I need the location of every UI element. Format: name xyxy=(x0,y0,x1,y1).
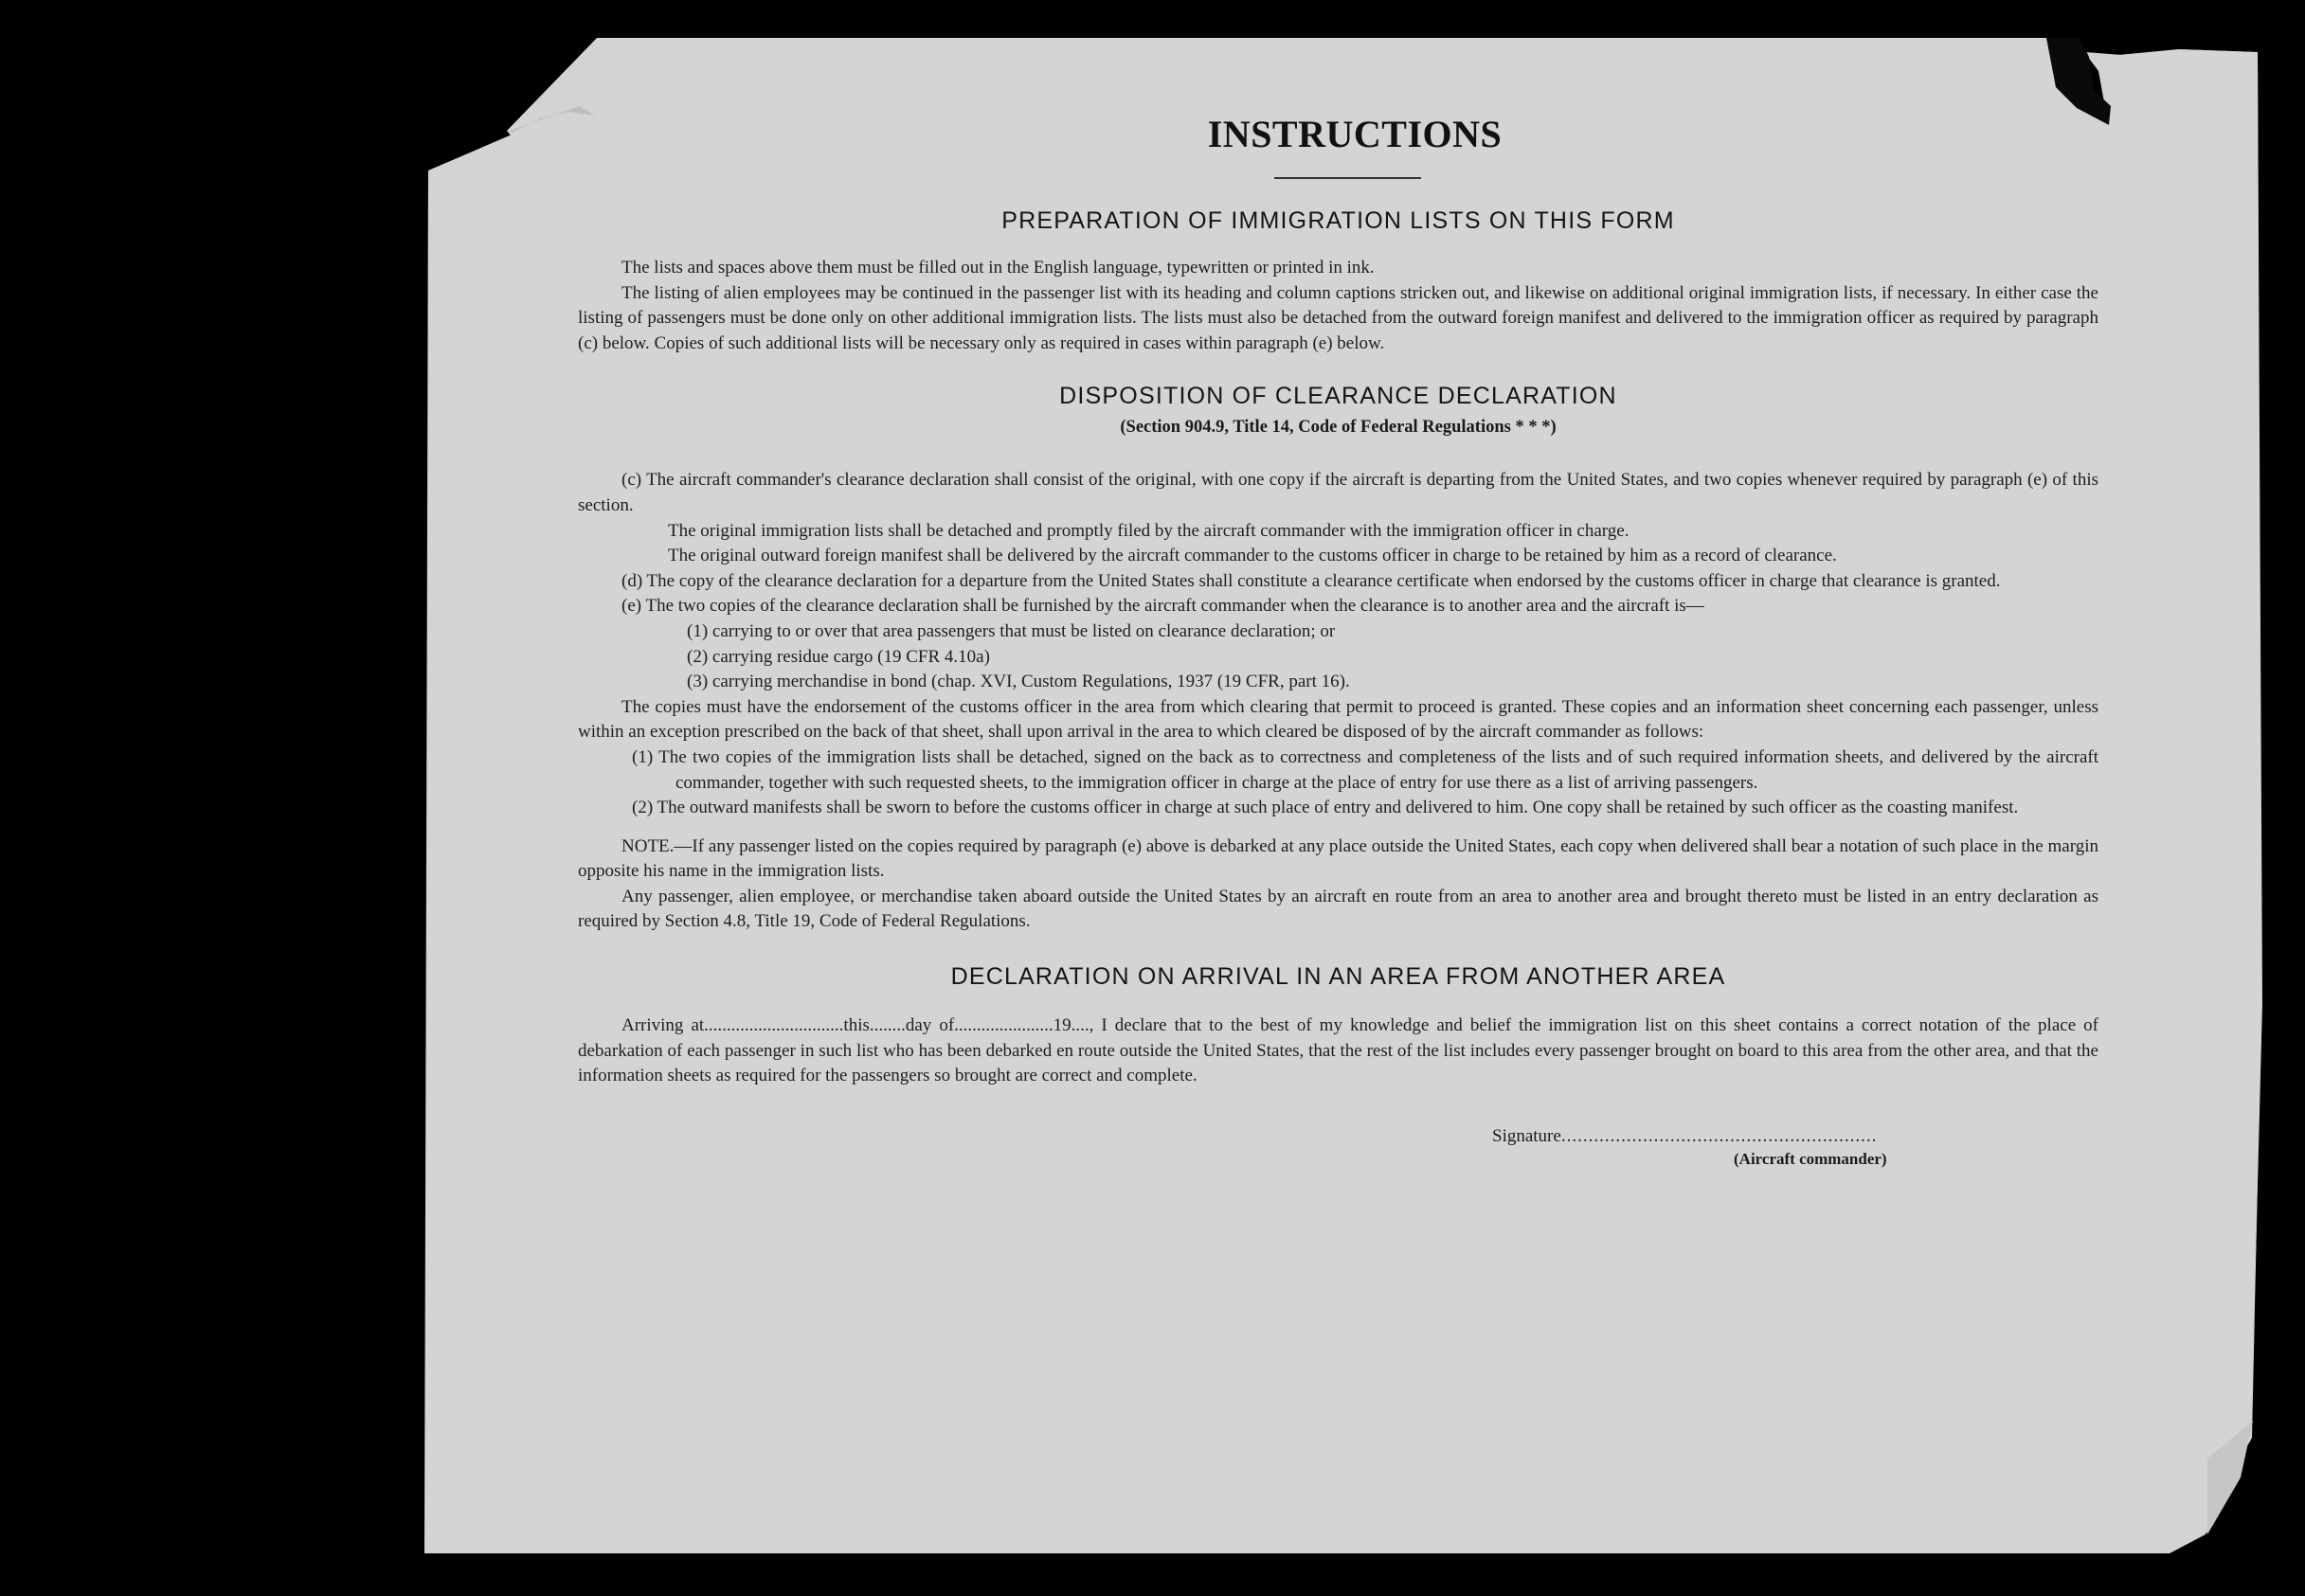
paragraph-e-item-2: (2) carrying residue cargo (19 CFR 4.10a) xyxy=(687,646,990,667)
paragraph-e-item-3: (3) carrying merchandise in bond (chap. XVI, Custom Regulations, 1937 (19 CFR, part 16). xyxy=(687,672,1350,692)
preparation-heading: PREPARATION OF IMMIGRATION LISTS ON THIS FORM xyxy=(1001,207,1675,234)
paragraph-c-sub-1: The original immigration lists shall be detached and promptly filed by the aircraft commander with the immigration officer in charge. xyxy=(668,520,1630,541)
paragraph-c: (c) The aircraft commander's clearance declaration shall consist of the original, with one copy if the aircraft is departing from the United States, and two copies whenever required by paragraph (e) of this section. xyxy=(578,470,2098,515)
disposition-heading: DISPOSITION OF CLEARANCE DECLARATION xyxy=(1059,383,1617,410)
paragraph-c-sub-2: The original outward foreign manifest shall be delivered by the aircraft commander to the customs officer in charge to be retained by him as a record of clearance. xyxy=(668,546,1837,566)
notes-section xyxy=(578,834,2098,935)
copies-item-2: (2) The outward manifests shall be sworn to before the customs officer in charge at such place of entry and delivered to him. One copy shall be retained by such officer as the coasting manifest. xyxy=(632,798,2019,818)
preparation-paragraph-2: The listing of alien employees may be continued in the passenger list with its heading and column captions stricken out, and likewise on additional original immigration lists, if necessary. In either case the listing of passengers must be done only on other additional immigration lists. The lists must also be detached from the outward foreign manifest and delivered to the immigration officer as required by paragraph (c) below. Copies of such additional lists will be necessary only as required in cases within paragraph (e) below. xyxy=(578,282,2098,353)
title-divider xyxy=(1274,177,1421,179)
paragraph-e-item-1: (1) carrying to or over that area passengers that must be listed on clearance declaration; or xyxy=(687,620,1336,641)
paragraph-e: (e) The two copies of the clearance declaration shall be furnished by the aircraft commander when the clearance is to another area and the aircraft is— xyxy=(621,596,1704,617)
signature-blank[interactable]: .......................................................... xyxy=(1560,1125,1878,1146)
paragraph-c-subitems xyxy=(578,519,2098,569)
disposition-section xyxy=(578,468,2098,820)
note-paragraph: NOTE.—If any passenger listed on the copies required by paragraph (e) above is debarked at any place outside the United States, each copy when delivered shall bear a notation of such place in the margin opposite his name in the immigration lists. xyxy=(578,835,2098,882)
arrival-section xyxy=(578,1013,2098,1089)
instructions-content xyxy=(578,112,2098,1169)
copies-item-1: (1) The two copies of the immigration lists shall be detached, signed on the back as to correctness and completeness of the lists and of such required information sheets, and delivered by the aircraft commander, together with such requested sheets, to the immigration officer in charge at the place of entry for use there as a list of arriving passengers. xyxy=(632,746,2098,793)
signature-caption: (Aircraft commander) xyxy=(1734,1149,1887,1168)
paragraph-e-list xyxy=(578,619,2098,695)
preparation-section xyxy=(578,256,2098,356)
signature-label: Signature xyxy=(1492,1125,1561,1146)
arrival-declaration: Arriving at...............................this........day of......................19...., I declare that to the best of my knowledge and belief the immigration list on this sheet contains a correct notation of the place of debarkation of each passenger in such list who has been debarked en route outside the United States, that the rest of the list includes every passenger brought on board to this area from the other area, and that the information sheets as required for the passengers so brought are correct and complete. xyxy=(578,1015,2098,1086)
disposition-subheading: (Section 904.9, Title 14, Code of Federal Regulations * * *) xyxy=(1120,418,1557,438)
arrival-heading: DECLARATION ON ARRIVAL IN AN AREA FROM ANOTHER AREA xyxy=(950,963,1726,991)
page-title: INSTRUCTIONS xyxy=(1207,113,1503,155)
any-passenger-paragraph: Any passenger, alien employee, or merchandise taken aboard outside the United States by an aircraft en route from an area to another area and brought thereto must be listed in an entry declaration as required by Section 4.8, Title 19, Code of Federal Regulations. xyxy=(578,886,2098,932)
preparation-paragraph-1: The lists and spaces above them must be filled out in the English language, typewritten or printed in ink. xyxy=(621,258,1375,278)
paragraph-d: (d) The copy of the clearance declaration for a departure from the United States shall constitute a clearance certificate when endorsed by the customs officer in charge that clearance is granted. xyxy=(621,570,2001,591)
copies-paragraph: The copies must have the endorsement of the customs officer in the area from which clearing that permit to proceed is granted. These copies and an information sheet concerning each passenger, unless within an exception prescribed on the back of that sheet, shall upon arrival in the area to which cleared be disposed of by the aircraft commander as follows: xyxy=(578,696,2098,743)
signature-line xyxy=(578,1125,2098,1148)
